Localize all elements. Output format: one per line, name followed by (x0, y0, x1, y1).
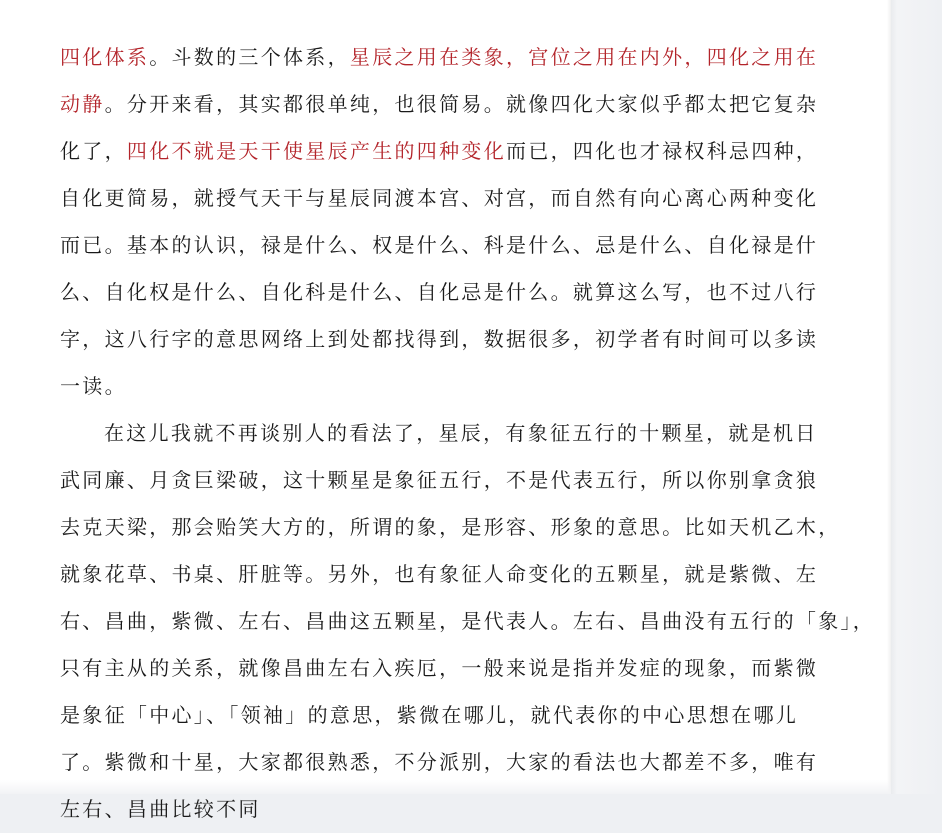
text-line (60, 645, 860, 692)
body-text: 右、昌曲，紫微、左右、昌曲这五颗星，是代表人。左右、昌曲没有五行的「象」， (60, 609, 876, 633)
body-text: 了。紫微和十星，大家都很熟悉，不分派别，大家的看法也大都差不多，唯有 (60, 750, 819, 774)
text-line (60, 598, 876, 645)
highlighted-text: 四化体系 (60, 45, 150, 69)
highlighted-text: 动静 (60, 92, 105, 116)
text-line (60, 128, 860, 175)
body-text: 武同廉、月贪巨梁破，这十颗星是象征五行，不是代表五行，所以你别拿贪狼 (60, 468, 819, 492)
text-line (60, 504, 860, 551)
body-text: 自化更简易，就授气天干与星辰同渡本宫、对宫，而自然有向心离心两种变化 (60, 186, 819, 210)
document-body (60, 34, 876, 833)
body-text: 而已，四化也才禄权科忌四种， (506, 139, 819, 163)
highlighted-text: 四化不就是天干使星辰产生的四种变化 (126, 139, 507, 163)
text-line (60, 363, 860, 410)
body-text: 一读。 (60, 374, 127, 398)
text-line (60, 222, 860, 269)
body-text: 就象花草、书桌、肝脏等。另外，也有象征人命变化的五颗星，就是紫微、左 (60, 562, 819, 586)
text-line (60, 739, 860, 786)
body-text: 是象征「中心」、「领袖」的意思，紫微在哪儿，就代表你的中心思想在哪儿 (60, 703, 799, 727)
text-line (60, 692, 860, 739)
text-line (60, 81, 860, 128)
viewer-background (891, 0, 942, 794)
body-text: 。分开来看，其实都很单纯，也很简易。就像四化大家似乎都太把它复杂 (104, 92, 819, 116)
body-text: 只有主从的关系，就像昌曲左右入疾厄，一般来说是指并发症的现象，而紫微 (60, 656, 819, 680)
body-text: 。斗数的三个体系， (149, 45, 350, 69)
bottom-fade (0, 780, 891, 794)
text-line (60, 175, 860, 222)
body-text: 字，这八行字的意思网络上到处都找得到，数据很多，初学者有时间可以多读 (60, 327, 819, 351)
body-text: 左右、昌曲比较不同 (60, 797, 261, 821)
text-line (60, 457, 860, 504)
body-text: 化了， (60, 139, 127, 163)
text-line (60, 551, 860, 598)
body-text: 而已。基本的认识，禄是什么、权是什么、科是什么、忌是什么、自化禄是什 (60, 233, 819, 257)
body-text: 在这儿我就不再谈别人的看法了，星辰，有象征五行的十颗星，就是机日 (104, 421, 818, 445)
body-text: 去克天梁，那会贻笑大方的，所谓的象，是形容、形象的意思。比如天机乙木， (60, 515, 841, 539)
body-text: 么、自化权是什么、自化科是什么、自化忌是什么。就算这么写，也不过八行 (60, 280, 819, 304)
text-line (60, 34, 860, 81)
text-line (60, 410, 860, 457)
text-line (60, 316, 860, 363)
highlighted-text: 星辰之用在类象，宫位之用在内外，四化之用在 (349, 45, 819, 69)
text-line (60, 269, 860, 316)
